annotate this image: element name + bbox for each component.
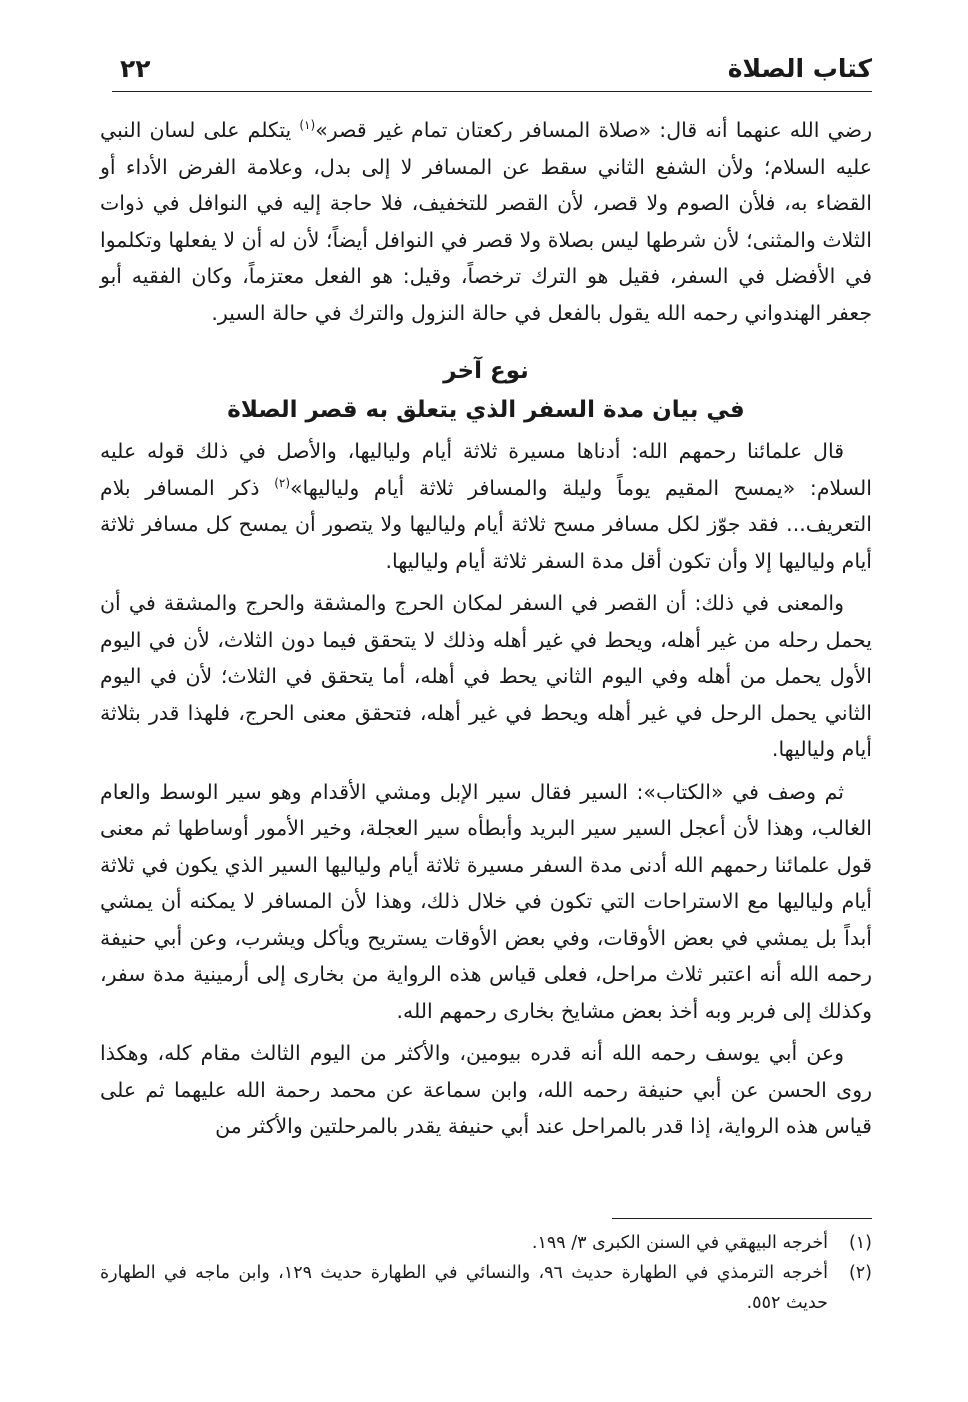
paragraph-1: [100, 112, 872, 331]
page-number: ٢٢: [120, 54, 151, 83]
paragraph-1-text-a: رضي الله عنهما أنه قال: «صلاة المسافر ركعتان تمام غير قصر»: [315, 118, 872, 142]
footnote-divider: [612, 1218, 872, 1219]
section-title: نوع آخر: [443, 358, 529, 384]
running-header: [112, 48, 872, 92]
paragraph-2-text-a: قال علمائنا رحمهم الله: أدناها مسيرة ثلاثة أيام ولياليها، والأصل في ذلك قوله عليه السلام: «يمسح المقيم يوماً وليلة والمسافر ثلاثة أيام ولياليها»: [100, 439, 872, 500]
paragraph-3: والمعنى في ذلك: أن القصر في السفر لمكان الحرج والمشقة والحرج والمشقة في أن يحمل رحله من غير أهله، ويحط في غير أهله وذلك لا يتحقق فيما دون الثلاث، لأن في اليوم الأول يحمل من أهله وفي اليوم الثاني يحط في أهله، أما يتحقق في الثلاث؛ لأن في اليوم الثاني يحمل الرحل في غير أهله ويحط في غير أهله، فتحقق معنى الحرج، فلهذا قدر بثلاثة أيام ولياليها.: [100, 591, 872, 761]
section-subtitle: في بيان مدة السفر الذي يتعلق به قصر الصلاة: [227, 397, 745, 423]
footnote-number: (١): [848, 1233, 872, 1253]
footnote-ref-2: (٢): [274, 475, 291, 490]
paragraph-5: وعن أبي يوسف رحمه الله أنه قدره بيومين، والأكثر من اليوم الثالث مقام كله، وهكذا روى الحسن عن أبي حنيفة رحمه الله، وابن سماعة عن محمد رحمة الله عليهما ثم على قياس هذه الرواية، إذا قدر بالمراحل عند أبي حنيفة يقدر بالمرحلتين والأكثر من: [100, 1041, 872, 1138]
paragraph-2: [100, 433, 872, 579]
footnote-2: [100, 1258, 872, 1318]
footnotes: [100, 1228, 872, 1318]
paragraph-1-text-b: يتكلم على لسان النبي عليه السلام؛ ولأن الشفع الثاني سقط عن المسافر لا إلى بدل، وعلامة الفرض الأداء أو القضاء به، فلأن الصوم ولا قصر، لأن القصر للتخفيف، فلا حاجة إليه في النوافل في ذوات الثلاث والمثنى؛ لأن شرطها ليس بصلاة ولا قصر في النوافل أيضاً؛ لأن له أن لا يفعلها وتكلموا في الأفضل في السفر، فقيل هو الترك ترخصاً، وقيل: هو الفعل معتزماً، وكان الفقيه أبو جعفر الهندواني رحمه الله يقول بالفعل في حالة النزول والترك في حالة السير.: [100, 118, 872, 325]
footnote-number: (٢): [848, 1263, 872, 1283]
footnote-text: أخرجه البيهقي في السنن الكبرى ٣/ ١٩٩.: [531, 1233, 828, 1253]
paragraph-4: ثم وصف في «الكتاب»: السير فقال سير الإبل ومشي الأقدام وهو سير الوسط والعام الغالب، وهذا لأن أعجل السير سير البريد وأبطأه سير العجلة، وخير الأمور أوساطها ثم معنى قول علمائنا رحمهم الله أدنى مدة السفر مسيرة ثلاثة أيام ولياليها السير الذي يكون في ثلاثة أيام ولياليها مع الاستراحات التي تكون في خلال ذلك، وهذا لأن المسافر لا يمكنه أن يمشي أبداً بل يمشي في بعض الأوقات، وفي بعض الأوقات يستريح ويأكل ويشرب، وعن أبي حنيفة رحمه الله أنه اعتبر ثلاث مراحل، فعلى قياس هذه الرواية من بخارى إلى أرمينية مدة سفر، وكذلك إلى فربر وبه أخذ بعض مشايخ بخارى رحمهم الله.: [100, 779, 872, 1023]
footnote-text: أخرجه الترمذي في الطهارة حديث ٩٦، والنسائي في الطهارة حديث ١٢٩، وابن ماجه في الطهارة حديث ٥٥٢.: [100, 1263, 828, 1313]
footnote-1: [100, 1228, 872, 1258]
paragraph-2-text-b: ذكر المسافر بلام التعريف... فقد جوّز لكل مسافر مسح ثلاثة أيام ولياليها ولا يتصور أن يمسح كل مسافر ثلاثة أيام ولياليها إلا وأن تكون أقل مدة السفر ثلاثة أيام ولياليها.: [100, 475, 872, 573]
chapter-title: كتاب الصلاة: [727, 54, 872, 83]
footnote-ref-1: (١): [299, 118, 316, 133]
main-text: [100, 112, 872, 1151]
